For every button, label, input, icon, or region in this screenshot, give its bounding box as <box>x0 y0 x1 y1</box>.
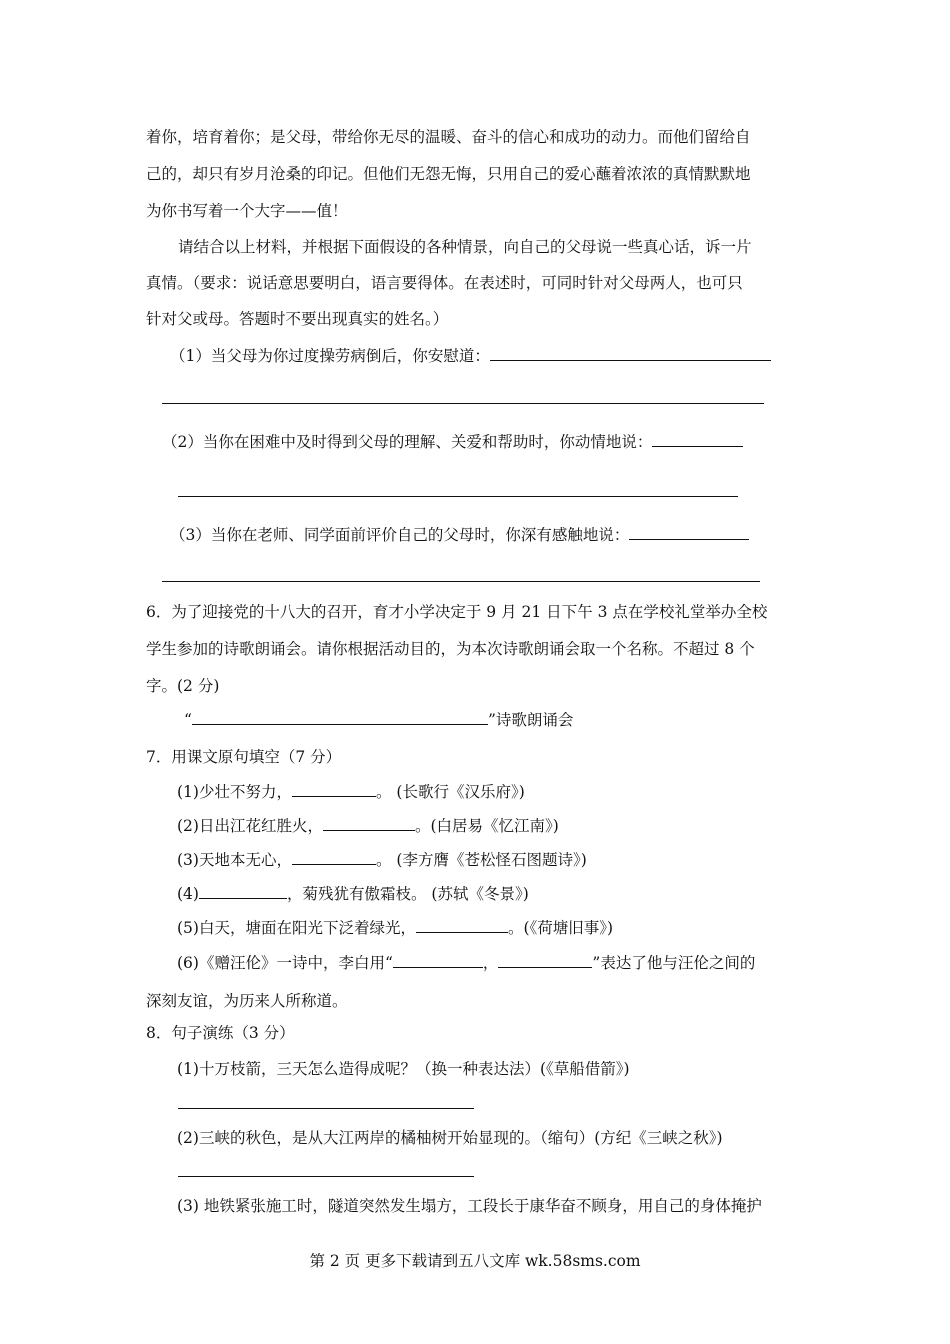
q7-item-source: 。(《荷塘旧事》) <box>507 919 614 937</box>
q7-item-6 <box>177 953 755 973</box>
q5-scenario-1 <box>170 346 771 366</box>
q8-item-3: (3) 地铁紧张施工时，隧道突然发生塌方，工段长于康华奋不顾身，用自己的身体掩护 <box>177 1197 762 1215</box>
q7-item-source: 。 (李方膺《苍松怪石图题诗》) <box>375 851 587 869</box>
answer-blank[interactable] <box>652 432 743 447</box>
q7-item-text: (1)少壮不努力， <box>177 783 292 801</box>
q5-instruction: 请结合以上材料，并根据下面假设的各种情景，向自己的父母说一些真心话，诉一片 <box>178 238 752 256</box>
answer-line[interactable] <box>178 1176 474 1177</box>
q7-item-text: ”表达了他与汪伦之间的 <box>592 954 756 972</box>
q5-instruction: 针对父或母。答题时不要出现真实的姓名。） <box>146 310 449 328</box>
passage-line: 着你，培育着你；是父母，带给你无尽的温暖、奋斗的信心和成功的动力。而他们留给自 <box>146 128 751 146</box>
q6-stem: 学生参加的诗歌朗诵会。请你根据活动目的，为本次诗歌朗诵会取一个名称。不超过 8 个 <box>146 640 755 658</box>
q5-instruction: 真情。（要求：说话意思要明白，语言要得体。在表述时，可同时针对父母两人，也可只 <box>146 274 743 292</box>
q5-scenario-2 <box>162 432 743 452</box>
q7-item-1 <box>177 782 525 802</box>
answer-line[interactable] <box>162 403 764 404</box>
answer-blank[interactable] <box>629 525 749 540</box>
answer-blank[interactable] <box>490 346 771 361</box>
answer-blank[interactable] <box>292 850 376 865</box>
answer-blank[interactable] <box>498 953 592 968</box>
q7-item-source: 。(白居易《忆江南》) <box>414 817 559 835</box>
q7-item-comma: ， <box>482 954 499 972</box>
q8-title: 8．句子演练（3 分） <box>146 1024 295 1042</box>
q7-item-4 <box>177 884 529 904</box>
q7-item-5 <box>177 918 613 938</box>
q7-item-text: (4) <box>177 885 199 903</box>
q7-item-text: (5)白天，塘面在阳光下泛着绿光， <box>177 919 416 937</box>
answer-line[interactable] <box>178 496 738 497</box>
q7-item-text: (6)《赠汪伦》一诗中，李白用“ <box>177 954 393 972</box>
q6-stem: 字。(2 分) <box>146 677 220 695</box>
q7-title: 7．用课文原句填空（7 分） <box>146 748 342 766</box>
answer-blank[interactable] <box>323 816 415 831</box>
q6-stem: 6．为了迎接党的十八大的召开，育才小学决定于 9 月 21 日下午 3 点在学校礼堂举办全校 <box>146 603 768 621</box>
answer-blank[interactable] <box>199 884 287 899</box>
q5-scenario-2-text: （2）当你在困难中及时得到父母的理解、关爱和帮助时，你动情地说： <box>162 433 653 451</box>
q7-item-6-continued: 深刻友谊，为历来人所称道。 <box>146 992 348 1010</box>
answer-blank[interactable] <box>192 710 488 725</box>
q7-item-source: 。 (长歌行《汉乐府》) <box>375 783 525 801</box>
answer-line[interactable] <box>162 581 760 582</box>
q6-answer <box>184 710 573 730</box>
q8-item-2: (2)三峡的秋色，是从大江两岸的橘柚树开始显现的。（缩句）(方纪《三峡之秋》) <box>177 1129 723 1147</box>
q5-scenario-3-text: （3）当你在老师、同学面前评价自己的父母时，你深有感触地说： <box>170 526 630 544</box>
q7-item-2 <box>177 816 559 836</box>
page-footer: 第 2 页 更多下载请到五八文库 wk.58sms.com <box>309 1252 641 1270</box>
passage-line: 己的，却只有岁月沧桑的印记。但他们无怨无悔，只用自己的爱心蘸着浓浓的真情默默地 <box>146 165 751 183</box>
answer-blank[interactable] <box>393 953 483 968</box>
q7-item-3 <box>177 850 587 870</box>
q7-item-text: (2)日出江花红胜火， <box>177 817 323 835</box>
answer-blank[interactable] <box>292 782 376 797</box>
passage-line: 为你书写着一个大字——值！ <box>146 202 348 220</box>
answer-blank[interactable] <box>416 918 508 933</box>
q5-scenario-1-text: （1）当父母为你过度操劳病倒后，你安慰道： <box>170 347 490 365</box>
q8-item-1: (1)十万枝箭，三天怎么造得成呢？（换一种表达法）(《草船借箭》) <box>177 1060 630 1078</box>
q5-scenario-3 <box>170 525 749 545</box>
q6-suffix: ”诗歌朗诵会 <box>487 711 574 729</box>
answer-line[interactable] <box>178 1108 474 1109</box>
open-quote: “ <box>184 711 192 729</box>
q7-item-text: (3)天地本无心， <box>177 851 292 869</box>
q7-item-source: ，菊残犹有傲霜枝。 (苏轼《冬景》) <box>286 885 529 903</box>
